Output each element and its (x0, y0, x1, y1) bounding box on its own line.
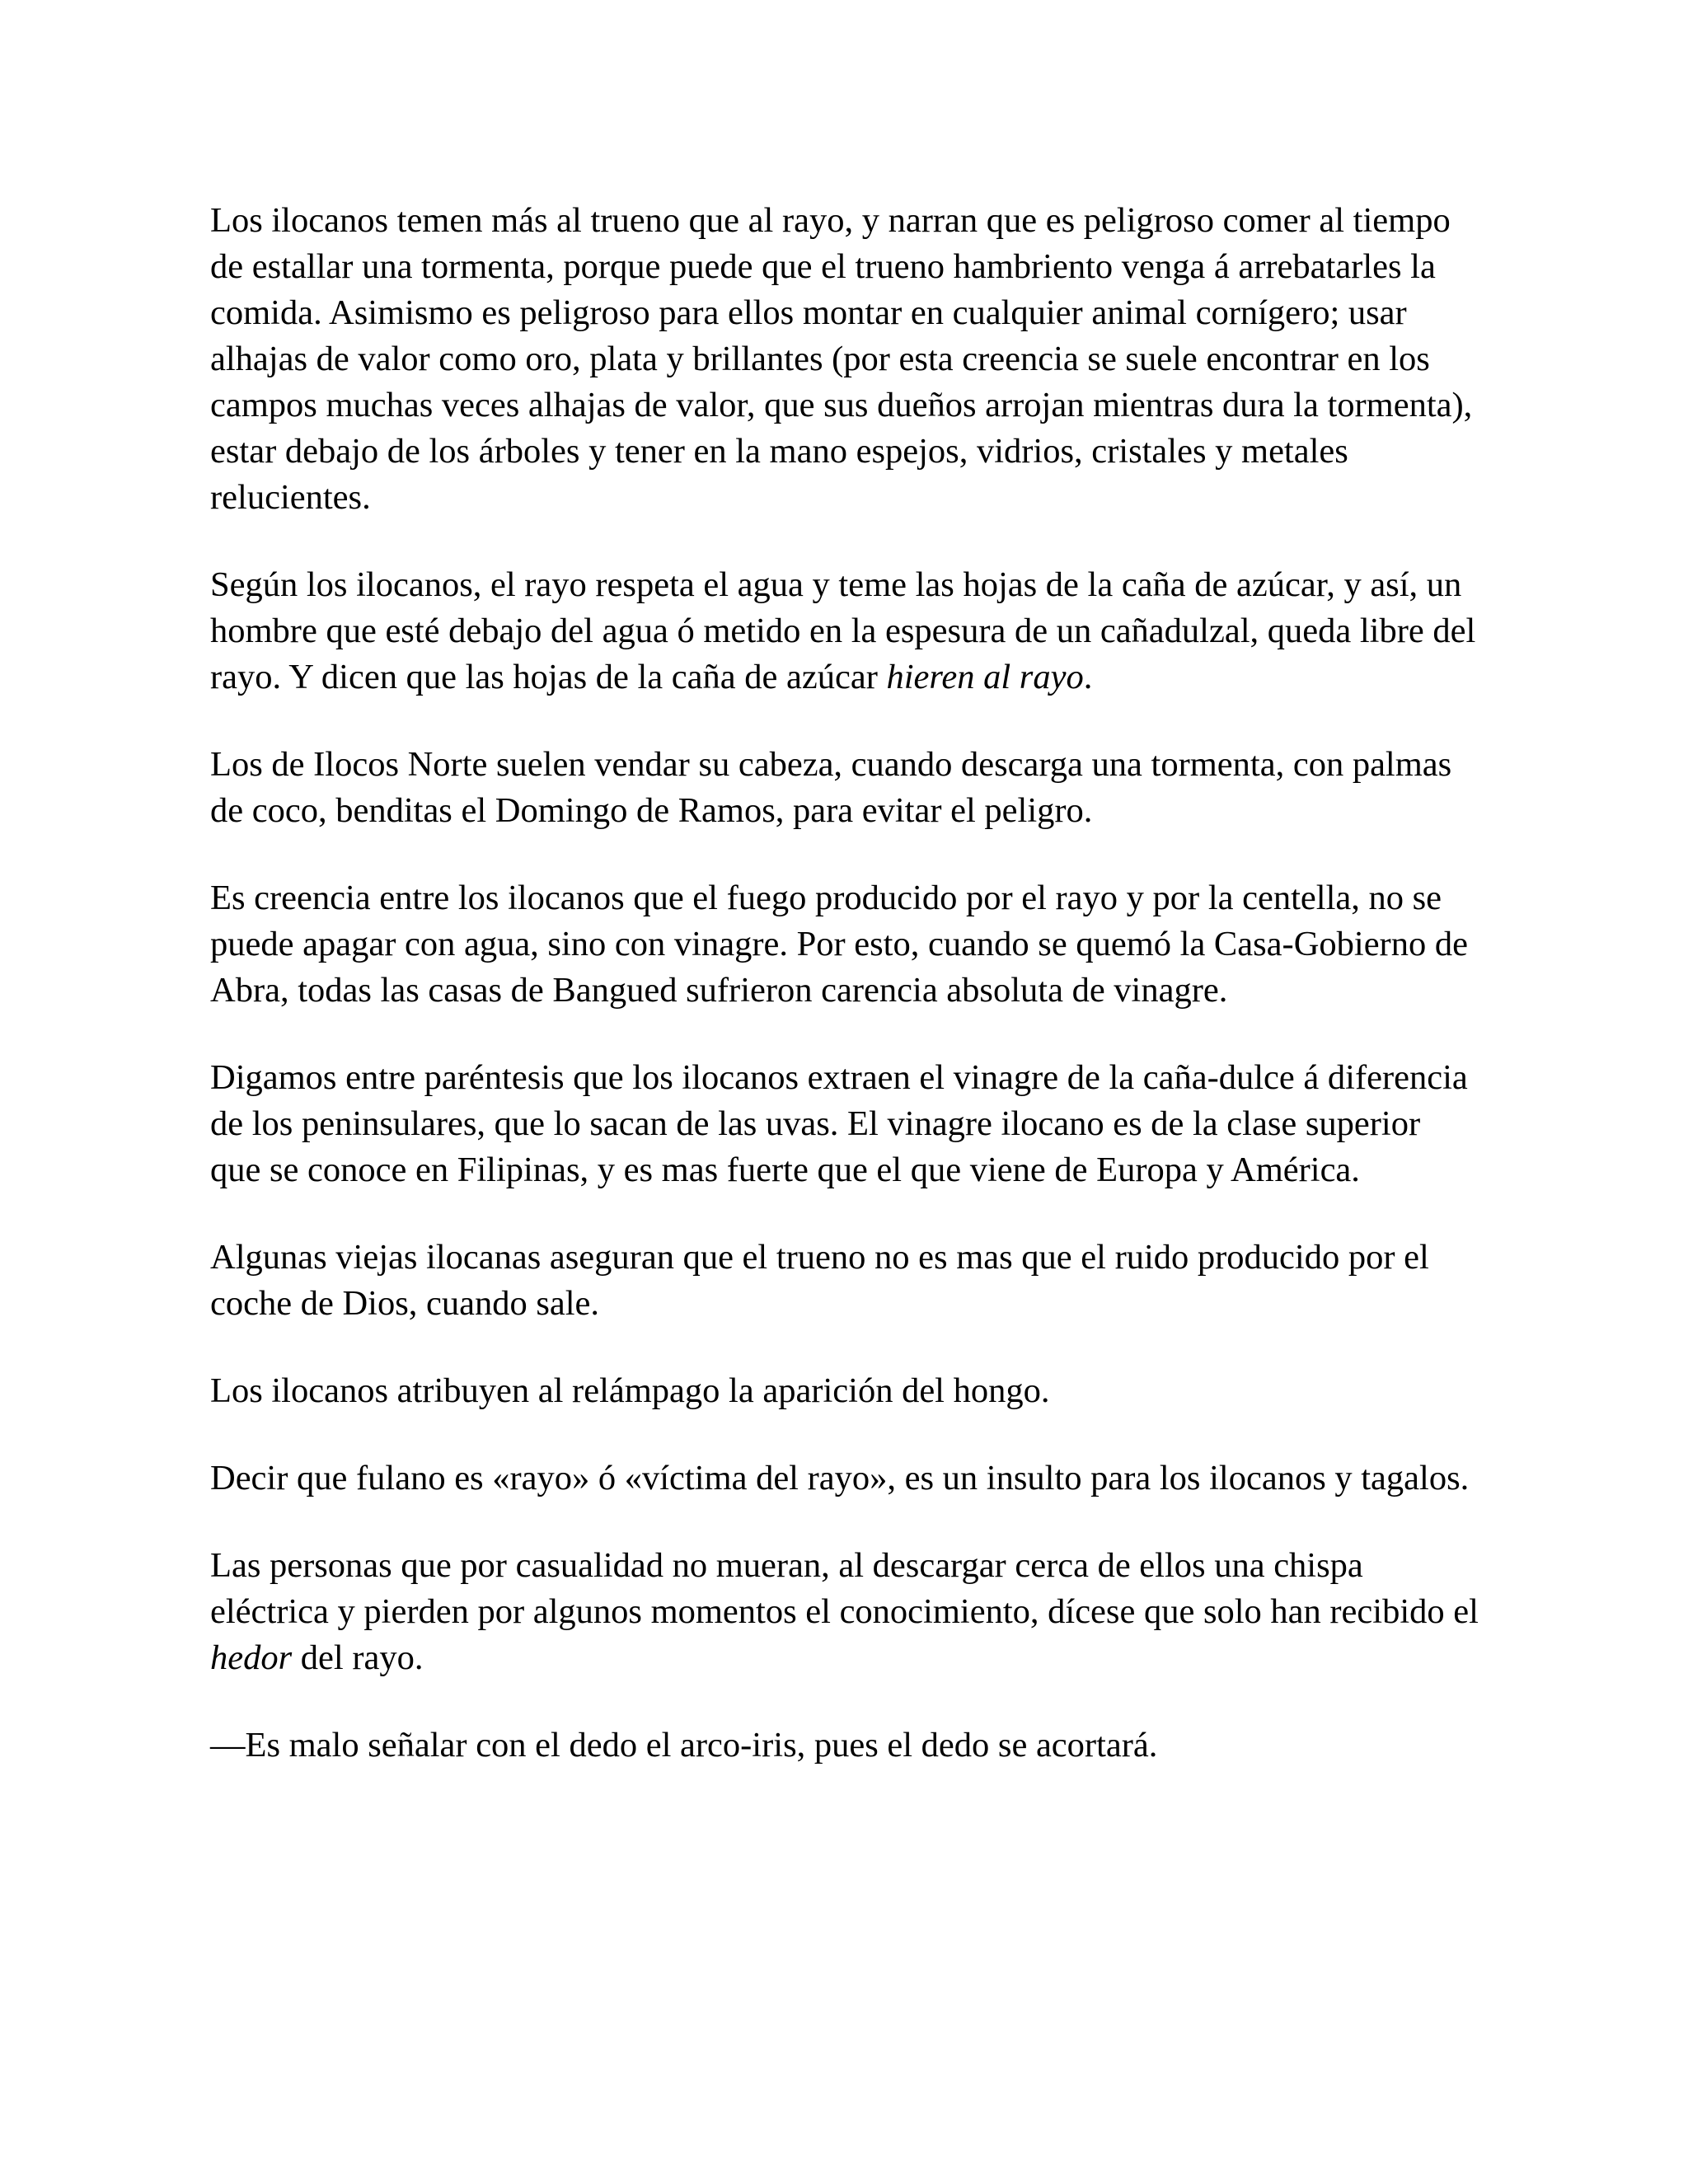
paragraph-sugarcane (210, 562, 1479, 701)
paragraph-text: . (1083, 658, 1093, 696)
italic-phrase: hieren al rayo (886, 658, 1084, 696)
paragraph-ilocos-norte (210, 742, 1479, 834)
paragraph-text: Los ilocanos atribuyen al relámpago la aparición del hongo. (210, 1371, 1050, 1410)
paragraph-text: Las personas que por casualidad no mueran, al descargar cerca de ellos una chispa eléctrica y pierden por algunos momentos el conocimiento, dícese que solo han recibido el (210, 1546, 1479, 1631)
paragraph-text: Digamos entre paréntesis que los ilocanos extraen el vinagre de la caña-dulce á diferencia de los peninsulares, que lo sacan de las uvas. El vinagre ilocano es de la clase superior que se conoce en Filipinas, y es mas fuerte que el que viene de Europa y América. (210, 1058, 1468, 1189)
paragraph-coach-of-god (210, 1235, 1479, 1327)
paragraph-rainbow (210, 1722, 1479, 1769)
paragraph-text: —Es malo señalar con el dedo el arco-iris, pues el dedo se acortará. (210, 1726, 1158, 1765)
document-body (210, 198, 1479, 1810)
paragraph-vinegar-fire (210, 875, 1479, 1014)
paragraph-text: Los de Ilocos Norte suelen vendar su cabeza, cuando descarga una tormenta, con palmas de coco, benditas el Domingo de Ramos, para evitar el peligro. (210, 745, 1452, 830)
paragraph-thunder-fear (210, 198, 1479, 521)
paragraph-text: Algunas viejas ilocanas aseguran que el trueno no es mas que el ruido producido por el coche de Dios, cuando sale. (210, 1238, 1429, 1323)
italic-word: hedor (210, 1638, 293, 1677)
paragraph-text: del rayo. (292, 1638, 424, 1677)
paragraph-text: Es creencia entre los ilocanos que el fuego producido por el rayo y por la centella, no se puede apagar con agua, sino con vinagre. Por esto, cuando se quemó la Casa-Gobierno de Abra, todas las casas de Bangued sufrieron carencia absoluta de vinagre. (210, 879, 1468, 1010)
paragraph-text: Según los ilocanos, el rayo respeta el agua y teme las hojas de la caña de azúcar, y así, un hombre que esté debajo del agua ó metido en la espesura de un cañadulzal, queda libre del rayo. Y dicen que las hojas de la caña de azúcar (210, 565, 1476, 696)
paragraph-vinegar-origin (210, 1055, 1479, 1193)
paragraph-text: Decir que fulano es «rayo» ó «víctima del rayo», es un insulto para los ilocanos y tagalos. (210, 1459, 1470, 1497)
paragraph-mushroom (210, 1368, 1479, 1414)
paragraph-text: Los ilocanos temen más al trueno que al rayo, y narran que es peligroso comer al tiempo de estallar una tormenta, porque puede que el trueno hambriento venga á arrebatarles la comida. Asimismo es peligroso para ellos montar en cualquier animal cornígero; usar alhajas de valor como oro, plata y brillantes (por esta creencia se suele encontrar en los campos muchas veces alhajas de valor, que sus dueños arrojan mientras dura la tormenta), estar debajo de los árboles y tener en la mano espejos, vidrios, cristales y metales relucientes. (210, 201, 1473, 517)
paragraph-hedor (210, 1543, 1479, 1681)
paragraph-insult (210, 1455, 1479, 1502)
